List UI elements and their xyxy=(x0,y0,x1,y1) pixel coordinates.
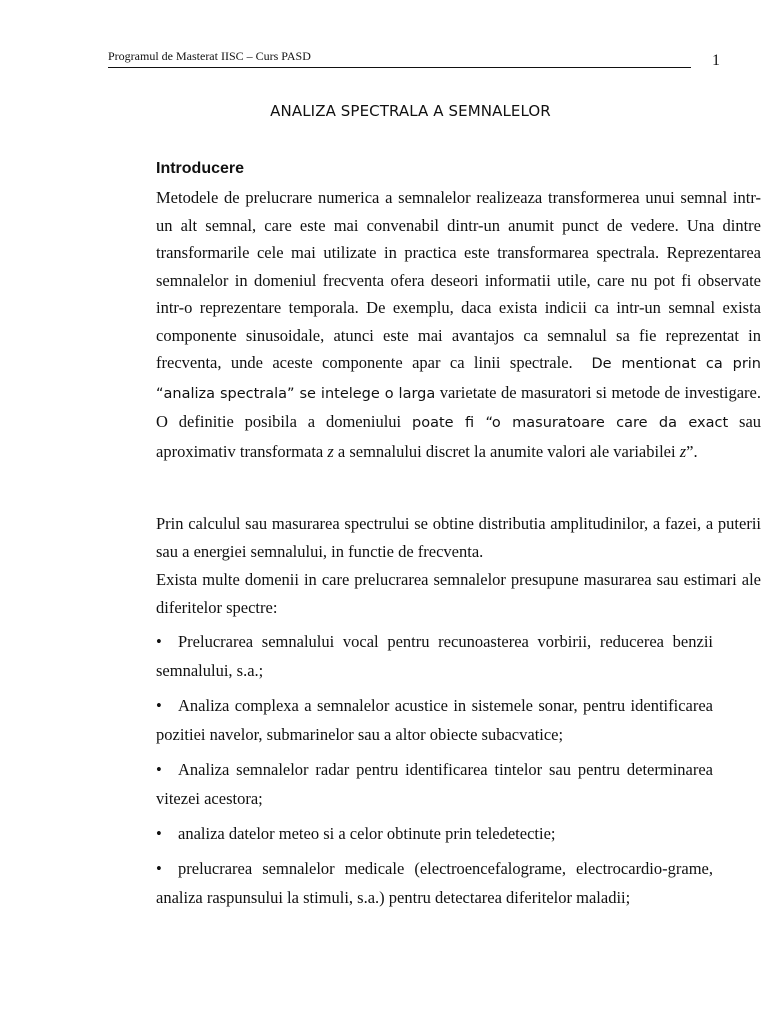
list-item-text: Prelucrarea semnalului vocal pentru recunoasterea vorbirii, reducerea benzii semnalului, s.a.; xyxy=(156,632,713,680)
running-title: Programul de Masterat IISC – Curs PASD xyxy=(108,49,311,63)
p1-variable-z-2: z xyxy=(679,441,687,461)
bullet-icon: • xyxy=(156,859,162,878)
paragraph-domains: Exista multe domenii in care prelucrarea semnalelor presupune masurarea sau estimari ale diferitelor spectre: xyxy=(156,570,761,617)
document-title: ANALIZA SPECTRALA A SEMNALELOR xyxy=(270,102,551,120)
p1-sans-phrase-1: De mentionat ca prin “analiza spectrala” se intelege o larga xyxy=(156,356,761,402)
bullet-icon: • xyxy=(156,696,162,715)
p1-variable-z-1: z xyxy=(327,441,334,461)
p1-sans-phrase-2: poate fi “o masuratoare care da exact xyxy=(412,415,729,431)
list-item xyxy=(156,854,713,912)
list-item-text: analiza datelor meteo si a celor obtinute prin teledetectie; xyxy=(178,824,556,843)
page-number: 1 xyxy=(712,52,720,69)
paragraph-spectrum: Prin calculul sau masurarea spectrului se obtine distributia amplitudinilor, a fazei, a puterii sau a energiei semnalului, in functie de frecventa. xyxy=(156,514,761,561)
list-item-text: prelucrarea semnalelor medicale (electroencefalograme, electrocardio-grame, analiza raspunsului la stimuli, s.a.) pentru detectarea diferitelor maladii; xyxy=(156,859,713,907)
p1-text-3: sau aproximativ transformata xyxy=(156,412,762,461)
bullet-icon: • xyxy=(156,760,162,779)
bullet-icon: • xyxy=(156,632,162,651)
list-item xyxy=(156,819,713,848)
list-item-text: Analiza semnalelor radar pentru identificarea tintelor sau pentru determinarea vitezei acestora; xyxy=(156,760,713,808)
list-item xyxy=(156,755,713,813)
p1-text-1: Metodele de prelucrare numerica a semnalelor realizeaza transformerea unui semnal intr-un alt semnal, care este mai convenabil dintr-un anumit punct de vedere. Una dintre transformarile cele mai utilizate in practica este transformarea spectrala. Reprezentarea semnalelor in domeniul frecventa ofera deseori informatii utile, care nu pot fi observate intr-o reprezentare temporala. De exemplu, daca exista indicii ca intr-un semnal exista componente sinusoidale, atunci este mai avantajos ca semnalul sa fie reprezentat in frecventa, unde aceste componente apar ca linii spectrale. xyxy=(156,188,761,372)
list-item xyxy=(156,627,713,685)
p1-text-4: a semnalului discret la anumite valori ale variabilei xyxy=(337,441,676,461)
section-heading: Introducere xyxy=(156,160,245,177)
p1-text-5: ”. xyxy=(686,441,698,461)
domains-list xyxy=(156,627,713,918)
list-item-text: Analiza complexa a semnalelor acustice in sistemele sonar, pentru identificarea pozitiei navelor, submarinelor sau a altor obiecte subacvatice; xyxy=(156,696,713,744)
running-header xyxy=(108,49,691,68)
p1-text-2: varietate de masuratori si metode de investigare. O definitie posibila a domeniului xyxy=(156,382,761,431)
paragraph-introduction xyxy=(108,184,761,465)
list-item xyxy=(156,691,713,749)
bullet-icon: • xyxy=(156,824,162,843)
